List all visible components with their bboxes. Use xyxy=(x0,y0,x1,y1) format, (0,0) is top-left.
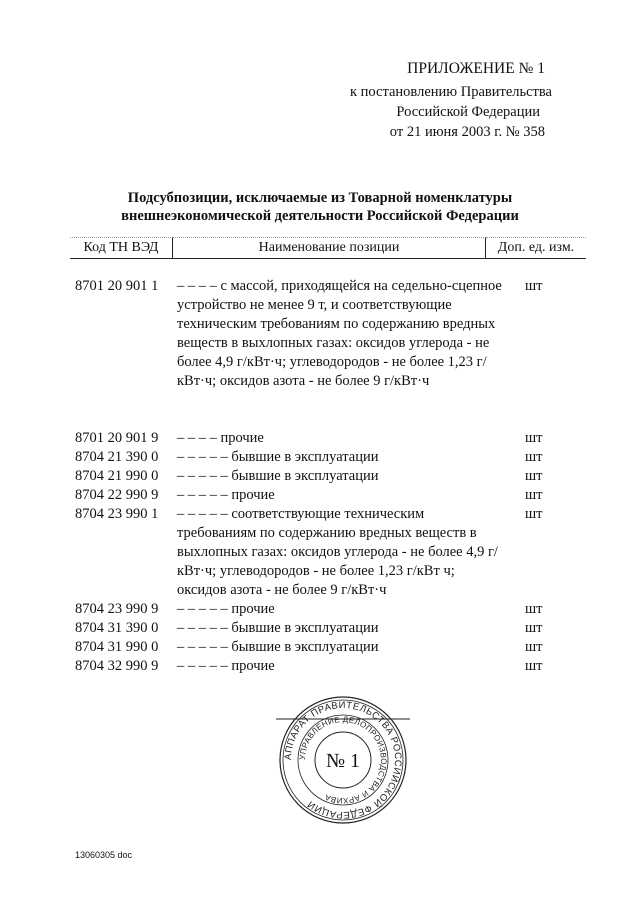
row-code: 8704 23 990 1 xyxy=(75,506,159,522)
row-name: – – – – с массой, приходящейся на седельно-сцепное устройство не менее 9 т, и соответствующие техническим требованиям по содержанию вредных веществ в выхлопных газах: оксидов углерода - не более 4,9 г/кВт·ч; углеводородов - не более 1,23 г/кВт·ч; оксидов азота - не более 9 г/кВт·ч xyxy=(177,278,502,389)
official-seal xyxy=(276,693,410,827)
row-unit: шт xyxy=(525,430,543,446)
row-name: – – – – – прочие xyxy=(177,601,275,617)
row-code: 8701 20 901 9 xyxy=(75,430,159,446)
row-name: – – – – – бывшие в эксплуатации xyxy=(177,468,379,484)
row-unit: шт xyxy=(525,601,543,617)
column-header-code: Код ТН ВЭД xyxy=(70,237,173,259)
row-code: 8704 23 990 9 xyxy=(75,601,159,617)
row-unit: шт xyxy=(525,468,543,484)
seal-outer-text: АППАРАТ ПРАВИТЕЛЬСТВА РОССИЙСКОЙ ФЕДЕРАЦИИ xyxy=(282,699,404,821)
row-name: – – – – – бывшие в эксплуатации xyxy=(177,449,379,465)
column-header-unit: Доп. ед. изм. xyxy=(486,237,586,259)
row-unit: шт xyxy=(525,639,543,655)
row-unit: шт xyxy=(525,449,543,465)
row-unit: шт xyxy=(525,278,543,294)
row-name: – – – – – бывшие в эксплуатации xyxy=(177,620,379,636)
seal-number: № 1 xyxy=(325,750,361,772)
row-unit: шт xyxy=(525,487,543,503)
row-code: 8704 21 990 0 xyxy=(75,468,159,484)
column-header-name: Наименование позиции xyxy=(173,237,486,259)
row-code: 8704 31 990 0 xyxy=(75,639,159,655)
document-title-line-2: внешнеэкономической деятельности Российской Федерации xyxy=(121,208,519,224)
row-code: 8704 21 390 0 xyxy=(75,449,159,465)
appendix-line-3: от 21 июня 2003 г. № 358 xyxy=(389,124,545,140)
file-name: 13060305 doc xyxy=(75,850,133,860)
row-name: – – – – – прочие xyxy=(177,487,275,503)
row-unit: шт xyxy=(525,658,543,674)
seal-inner-text: УПРАВЛЕНИЕ ДЕЛОПРОИЗВОДСТВА И АРХИВА xyxy=(297,714,389,806)
row-code: 8704 32 990 9 xyxy=(75,658,159,674)
row-code: 8704 22 990 9 xyxy=(75,487,159,503)
row-unit: шт xyxy=(525,620,543,636)
appendix-title: ПРИЛОЖЕНИЕ № 1 xyxy=(407,60,545,77)
row-name: – – – – прочие xyxy=(177,430,264,446)
appendix-line-1: к постановлению Правительства xyxy=(350,84,552,100)
row-name: – – – – – бывшие в эксплуатации xyxy=(177,639,379,655)
appendix-line-2: Российской Федерации xyxy=(396,104,540,120)
row-name: – – – – – соответствующие техническим требованиям по содержанию вредных веществ в выхлопных газах: оксидов углерода - не более 4,9 г/кВт·ч; углеводородов - не более 1,23 г/кВт ч; оксидов азота - не более 9 г/кВт·ч xyxy=(177,506,498,598)
document-title-line-1: Подсубпозиции, исключаемые из Товарной номенклатуры xyxy=(127,190,513,206)
row-unit: шт xyxy=(525,506,543,522)
row-code: 8704 31 390 0 xyxy=(75,620,159,636)
row-name: – – – – – прочие xyxy=(177,658,275,674)
row-code: 8701 20 901 1 xyxy=(75,278,159,294)
